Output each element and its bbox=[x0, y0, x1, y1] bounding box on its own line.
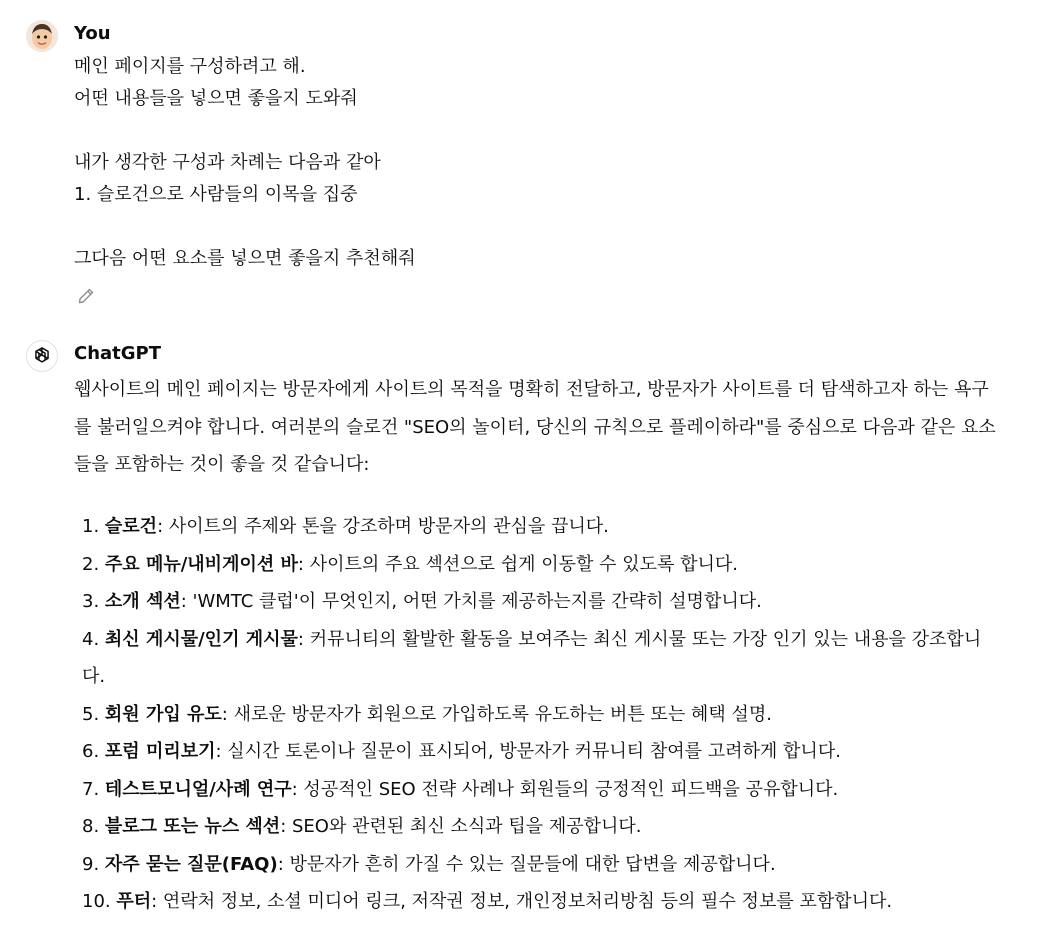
chatgpt-logo-icon bbox=[26, 340, 58, 372]
item-description: : 사이트의 주제와 톤을 강조하며 방문자의 관심을 끕니다. bbox=[157, 516, 609, 537]
user-message-text bbox=[74, 51, 1014, 275]
openai-knot-icon bbox=[31, 345, 53, 367]
item-number: 8. bbox=[82, 816, 105, 837]
item-term: 포럼 미리보기 bbox=[104, 741, 216, 762]
recommendation-list bbox=[82, 508, 1002, 921]
item-term: 슬로건 bbox=[104, 516, 158, 537]
item-number: 7. bbox=[82, 778, 105, 800]
message-line bbox=[74, 211, 1014, 243]
message-line: 어떤 내용들을 넣으면 좋을지 도와줘 bbox=[74, 88, 358, 109]
message-line: 메인 페이지를 구성하려고 해. bbox=[74, 56, 306, 77]
list-item bbox=[82, 808, 1002, 846]
item-description: : 방문자가 흔히 가질 수 있는 질문들에 대한 답변을 제공합니다. bbox=[277, 853, 776, 875]
message-line bbox=[74, 115, 1014, 147]
item-number: 6. bbox=[82, 741, 105, 762]
item-number: 1. bbox=[82, 516, 105, 537]
user-avatar bbox=[26, 20, 58, 52]
item-term: 블로그 또는 뉴스 섹션 bbox=[104, 816, 281, 837]
item-description: : 새로운 방문자가 회원으로 가입하도록 유도하는 버튼 또는 혜택 설명. bbox=[221, 703, 772, 725]
item-number: 4. bbox=[82, 628, 105, 650]
item-description: : 'WMTC 클럽'이 무엇인지, 어떤 가치를 제공하는지를 간략히 설명합니다. bbox=[180, 591, 762, 612]
item-term: 소개 섹션 bbox=[104, 591, 181, 612]
item-term: 회원 가입 유도 bbox=[104, 703, 222, 725]
list-item bbox=[82, 771, 1002, 809]
item-number: 9. bbox=[82, 853, 105, 875]
pencil-icon[interactable] bbox=[76, 286, 96, 306]
memoji-icon bbox=[26, 20, 58, 52]
item-number: 2. bbox=[82, 553, 105, 575]
item-description: : 커뮤니티의 활발한 활동을 보여주는 최신 게시물 또는 가장 인기 있는 내용을 강조합니다. bbox=[82, 628, 982, 687]
assistant-name: ChatGPT bbox=[74, 343, 162, 364]
message-line: 1. 슬로건으로 사람들의 이목을 집중 bbox=[74, 184, 358, 205]
assistant-intro-paragraph: 웹사이트의 메인 페이지는 방문자에게 사이트의 목적을 명확히 전달하고, 방문자가 사이트를 더 탐색하고자 하는 욕구를 불러일으켜야 합니다. 여러분의 슬로건 "SEO의 놀이터, 당신의 규칙으로 플레이하라"를 중심으로 다음과 같은 요소들을 포함하는 것이 좋을 것 같습니다: bbox=[74, 379, 996, 475]
item-term: 주요 메뉴/내비게이션 바 bbox=[104, 553, 298, 575]
item-number: 5. bbox=[82, 703, 105, 725]
item-description: : SEO와 관련된 최신 소식과 팁을 제공합니다. bbox=[280, 816, 642, 837]
item-number: 10. bbox=[82, 891, 117, 912]
user-name: You bbox=[74, 23, 111, 44]
message-line: 내가 생각한 구성과 차례는 다음과 같아 bbox=[74, 152, 381, 173]
item-term: 푸터 bbox=[116, 891, 152, 912]
item-term: 최신 게시물/인기 게시물 bbox=[104, 628, 298, 650]
item-description: : 실시간 토론이나 질문이 표시되어, 방문자가 커뮤니티 참여를 고려하게 합니다. bbox=[215, 741, 841, 762]
item-description: : 성공적인 SEO 전략 사례나 회원들의 긍정적인 피드백을 공유합니다. bbox=[291, 778, 839, 800]
list-item bbox=[82, 621, 1002, 696]
list-item bbox=[82, 883, 1002, 921]
list-item bbox=[82, 583, 1002, 621]
item-number: 3. bbox=[82, 591, 105, 612]
list-item bbox=[82, 733, 1002, 771]
item-description: : 사이트의 주요 섹션으로 쉽게 이동할 수 있도록 합니다. bbox=[297, 553, 738, 575]
list-item bbox=[82, 846, 1002, 884]
list-item bbox=[82, 696, 1002, 734]
item-description: : 연락처 정보, 소셜 미디어 링크, 저작권 정보, 개인정보처리방침 등의 필수 정보를 포함합니다. bbox=[151, 891, 893, 912]
item-term: 테스트모니얼/사례 연구 bbox=[104, 778, 292, 800]
list-item bbox=[82, 508, 1002, 546]
message-line: 그다음 어떤 요소를 넣으면 좋을지 추천해줘 bbox=[74, 248, 416, 269]
list-item bbox=[82, 546, 1002, 584]
item-term: 자주 묻는 질문(FAQ) bbox=[104, 853, 278, 875]
